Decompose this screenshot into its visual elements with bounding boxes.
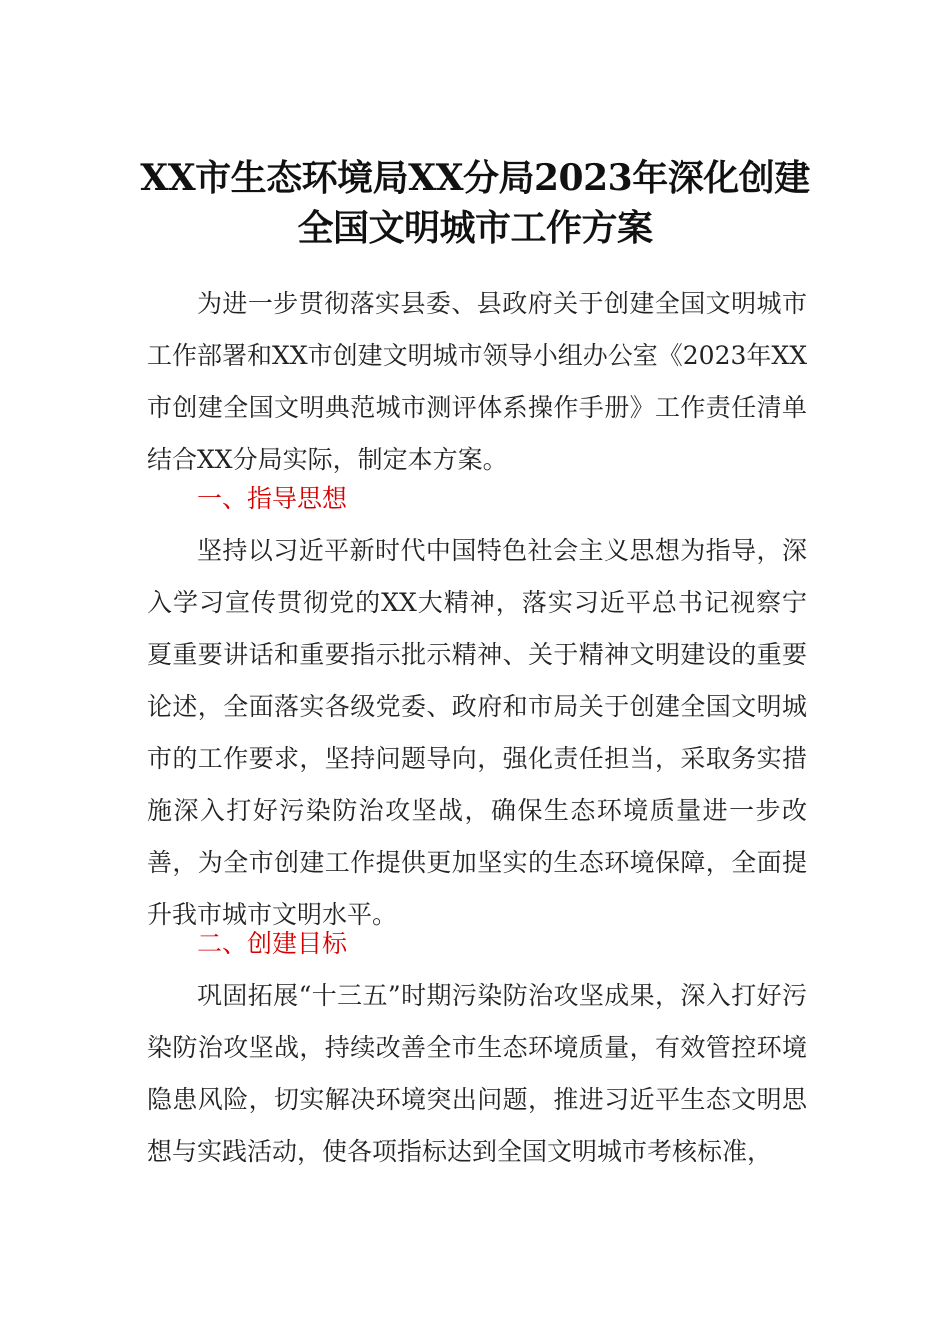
document-title-line-1: XX市生态环境局XX分局2023年深化创建 [140,157,810,199]
section-heading-goals: 二、创建目标 [197,929,348,958]
guiding-thought-paragraph: 坚持以习近平新时代中国特色社会主义思想为指导，深入学习宣传贯彻党的XX大精神，落实习近平总书记视察宁夏重要讲话和重要指示批示精神、关于精神文明建设的重要论述，全面落实各级党委、政府和市局关于创建全国文明城市的工作要求，坚持问题导向，强化责任担当，采取务实措施深入打好污染防治攻坚战，确保生态环境质量进一步改善，为全市创建工作提供更加坚实的生态环境保障，全面提升我市城市文明水平。 [147,536,807,929]
intro-paragraph: 为进一步贯彻落实县委、县政府关于创建全国文明城市工作部署和XX市创建文明城市领导小组办公室《2023年XX市创建全国文明典范城市测评体系操作手册》工作责任清单结合XX分局实际，制定本方案。 [147,289,807,474]
section-heading-guiding-thought: 一、指导思想 [197,484,348,513]
goals-paragraph: 巩固拓展“十三五”时期污染防治攻坚成果，深入打好污染防治攻坚战，持续改善全市生态环境质量，有效管控环境隐患风险，切实解决环境突出问题，推进习近平生态文明思想与实践活动，使各项指标达到全国文明城市考核标准， [147,981,807,1166]
document-title-line-2: 全国文明城市工作方案 [297,207,653,249]
